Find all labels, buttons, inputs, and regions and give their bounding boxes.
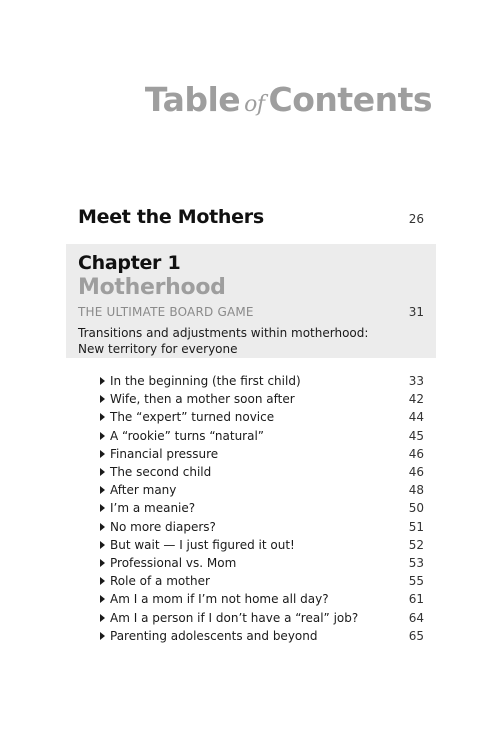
toc-title-word-of: of bbox=[244, 92, 265, 117]
entry-label: But wait — I just figured it out! bbox=[110, 537, 295, 552]
chapter-title: Motherhood bbox=[78, 275, 226, 300]
chapter-page: 31 bbox=[408, 305, 424, 319]
entry-label: In the beginning (the first child) bbox=[110, 374, 301, 389]
toc-entry-meet-the-mothers[interactable] bbox=[78, 206, 424, 228]
entry-label: A “rookie” turns “natural” bbox=[110, 428, 265, 443]
toc-entry[interactable] bbox=[100, 608, 424, 626]
entry-label: No more diapers? bbox=[110, 519, 216, 534]
toc-entry[interactable] bbox=[100, 590, 424, 608]
entry-label: I’m a meanie? bbox=[110, 501, 196, 516]
entry-label: Role of a mother bbox=[110, 574, 210, 589]
entry-page: 48 bbox=[408, 483, 424, 498]
toc-entry[interactable] bbox=[100, 408, 424, 426]
toc-entry[interactable] bbox=[100, 499, 424, 517]
toc-entry-chapter-1[interactable] bbox=[78, 305, 424, 319]
triangle-right-icon bbox=[100, 577, 105, 585]
chapter-1-box bbox=[66, 244, 436, 358]
chapter-description-line-1: Transitions and adjustments within motherhood: bbox=[78, 326, 369, 340]
entry-page: 45 bbox=[408, 428, 424, 443]
chapter-description-line-2: New territory for everyone bbox=[78, 342, 238, 356]
triangle-right-icon bbox=[100, 559, 105, 567]
toc-title bbox=[145, 80, 432, 119]
triangle-right-icon bbox=[100, 450, 105, 458]
toc-entry[interactable] bbox=[100, 427, 424, 445]
triangle-right-icon bbox=[100, 413, 105, 421]
chapter-subtitle: THE ULTIMATE BOARD GAME bbox=[78, 305, 254, 319]
chapter-number: Chapter 1 bbox=[78, 252, 181, 274]
toc-title-word-contents: Contents bbox=[268, 80, 432, 119]
chapter-description bbox=[78, 325, 424, 357]
entry-page: 52 bbox=[408, 537, 424, 552]
toc-entry[interactable] bbox=[100, 481, 424, 499]
section-list bbox=[100, 372, 424, 645]
triangle-right-icon bbox=[100, 523, 105, 531]
triangle-right-icon bbox=[100, 395, 105, 403]
toc-entry[interactable] bbox=[100, 627, 424, 645]
triangle-right-icon bbox=[100, 486, 105, 494]
entry-page: 64 bbox=[408, 610, 424, 625]
toc-entry[interactable] bbox=[100, 445, 424, 463]
entry-label: Professional vs. Mom bbox=[110, 555, 237, 570]
entry-page: 61 bbox=[408, 592, 424, 607]
toc-entry[interactable] bbox=[100, 518, 424, 536]
entry-label: Financial pressure bbox=[110, 446, 219, 461]
front-matter-label: Meet the Mothers bbox=[78, 206, 264, 228]
entry-page: 44 bbox=[408, 410, 424, 425]
triangle-right-icon bbox=[100, 614, 105, 622]
toc-entry[interactable] bbox=[100, 372, 424, 390]
entry-page: 46 bbox=[408, 465, 424, 480]
entry-page: 42 bbox=[408, 392, 424, 407]
entry-label: Parenting adolescents and beyond bbox=[110, 628, 318, 643]
entry-label: Wife, then a mother soon after bbox=[110, 392, 295, 407]
triangle-right-icon bbox=[100, 504, 105, 512]
entry-label: The second child bbox=[110, 465, 212, 480]
toc-title-word-table: Table bbox=[144, 80, 241, 119]
entry-page: 50 bbox=[408, 501, 424, 516]
front-matter-page: 26 bbox=[408, 212, 424, 226]
entry-page: 55 bbox=[408, 574, 424, 589]
triangle-right-icon bbox=[100, 468, 105, 476]
entry-page: 46 bbox=[408, 446, 424, 461]
entry-label: Am I a mom if I’m not home all day? bbox=[110, 592, 329, 607]
entry-page: 53 bbox=[408, 555, 424, 570]
entry-label: The “expert” turned novice bbox=[110, 410, 275, 425]
triangle-right-icon bbox=[100, 377, 105, 385]
entry-label: Am I a person if I don’t have a “real” job? bbox=[110, 610, 359, 625]
triangle-right-icon bbox=[100, 595, 105, 603]
entry-page: 65 bbox=[408, 628, 424, 643]
entry-page: 33 bbox=[408, 374, 424, 389]
triangle-right-icon bbox=[100, 541, 105, 549]
toc-entry[interactable] bbox=[100, 390, 424, 408]
triangle-right-icon bbox=[100, 632, 105, 640]
triangle-right-icon bbox=[100, 432, 105, 440]
entry-label: After many bbox=[110, 483, 177, 498]
toc-entry[interactable] bbox=[100, 572, 424, 590]
entry-page: 51 bbox=[408, 519, 424, 534]
toc-entry[interactable] bbox=[100, 554, 424, 572]
toc-entry[interactable] bbox=[100, 463, 424, 481]
toc-entry[interactable] bbox=[100, 536, 424, 554]
